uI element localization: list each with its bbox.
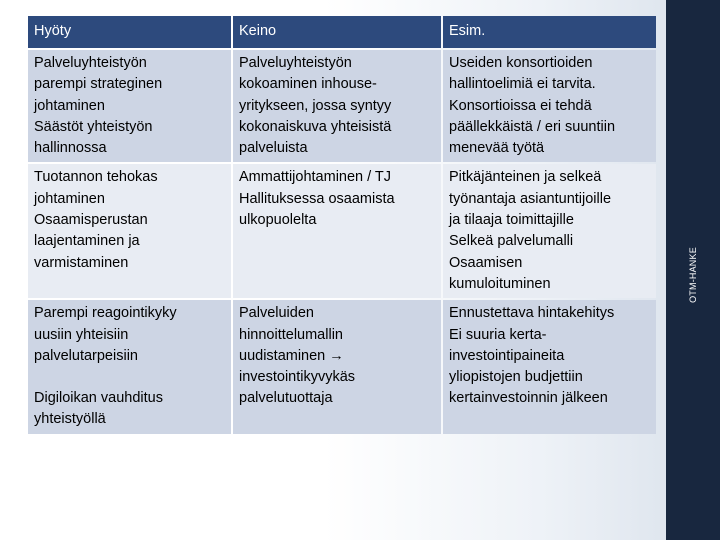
cell-line: Tuotannon tehokas [34,169,158,186]
cell-line: kumuloituminen [449,275,551,292]
cell-line: Ammattijohtaminen / TJ [239,169,392,186]
benefit-table [26,14,658,436]
cell-line: Ennustettava hintakehitys [449,305,615,322]
cell-line: hallinnossa [34,140,107,157]
side-label: OTM-HANKE [688,247,698,303]
cell-line: Palveluyhteistyön [34,55,147,71]
cell-line: hallintoelimiä ei tarvita. [449,76,596,93]
cell-example [443,164,656,298]
cell-line: kokoaminen inhouse- [239,76,377,93]
cell-line: ja tilaaja toimittajille [449,212,574,229]
cell-line: päällekkäistä / eri suuntiin [449,118,616,135]
cell-line: investointikyvykäs [239,369,356,386]
table-row [28,50,656,162]
cell-line: menevää työtä [449,140,545,157]
header-esim: Esim. [443,16,656,48]
cell-line: johtaminen [34,97,105,114]
cell-line: laajentaminen ja [34,233,140,250]
cell-line: Digiloikan vauhditus [34,390,163,407]
cell-line: työnantaja asiantuntijoille [449,190,612,207]
paragraph-gap [34,367,225,388]
cell-example [443,300,656,433]
cell-line: varmistaminen [34,254,129,271]
cell-example [443,50,656,162]
cell-line: investointipaineita [449,347,565,364]
cell-benefit [28,300,231,433]
cell-line: Pitkäjänteinen ja selkeä [449,169,602,186]
cell-line: Osaamisperustan [34,212,148,229]
header-hyoty: Hyöty [28,16,231,48]
cell-line: Ei suuria kerta- [449,326,547,343]
cell-line: yhteistyöllä [34,411,106,428]
header-keino: Keino [233,16,441,48]
cell-line: parempi strateginen [34,76,163,93]
cell-line: Parempi reagointikyky [34,305,177,322]
cell-means [233,164,441,298]
cell-line: kertainvestoinnin jälkeen [449,390,608,407]
header-row [28,16,656,48]
cell-line: Palveluiden [239,305,314,322]
cell-line: Useiden konsortioiden [449,55,593,71]
cell-line: uudistaminen → [239,347,344,364]
cell-line: kokonaiskuva yhteisistä [239,118,392,135]
cell-line: johtaminen [34,190,105,207]
cell-line: Konsortioissa ei tehdä [449,97,592,114]
cell-line: palvelutuottaja [239,390,333,407]
cell-line: Säästöt yhteistyön [34,118,153,135]
table-row [28,300,656,433]
cell-line: Osaamisen [449,254,523,271]
cell-line: yliopistojen budjettiin [449,369,583,386]
cell-line: Selkeä palvelumalli [449,233,574,250]
cell-line: Hallituksessa osaamista [239,190,395,207]
cell-means [233,300,441,433]
cell-benefit [28,50,231,162]
cell-line: palvelutarpeisiin [34,347,138,364]
cell-line: palveluista [239,140,308,157]
cell-line: hinnoittelumallin [239,326,343,343]
table-row [28,164,656,298]
cell-line: yritykseen, jossa syntyy [239,97,392,114]
cell-line: Palveluyhteistyön [239,55,352,71]
cell-means [233,50,441,162]
cell-benefit [28,164,231,298]
cell-line: ulkopuolelta [239,212,317,229]
cell-line: uusiin yhteisiin [34,326,129,343]
